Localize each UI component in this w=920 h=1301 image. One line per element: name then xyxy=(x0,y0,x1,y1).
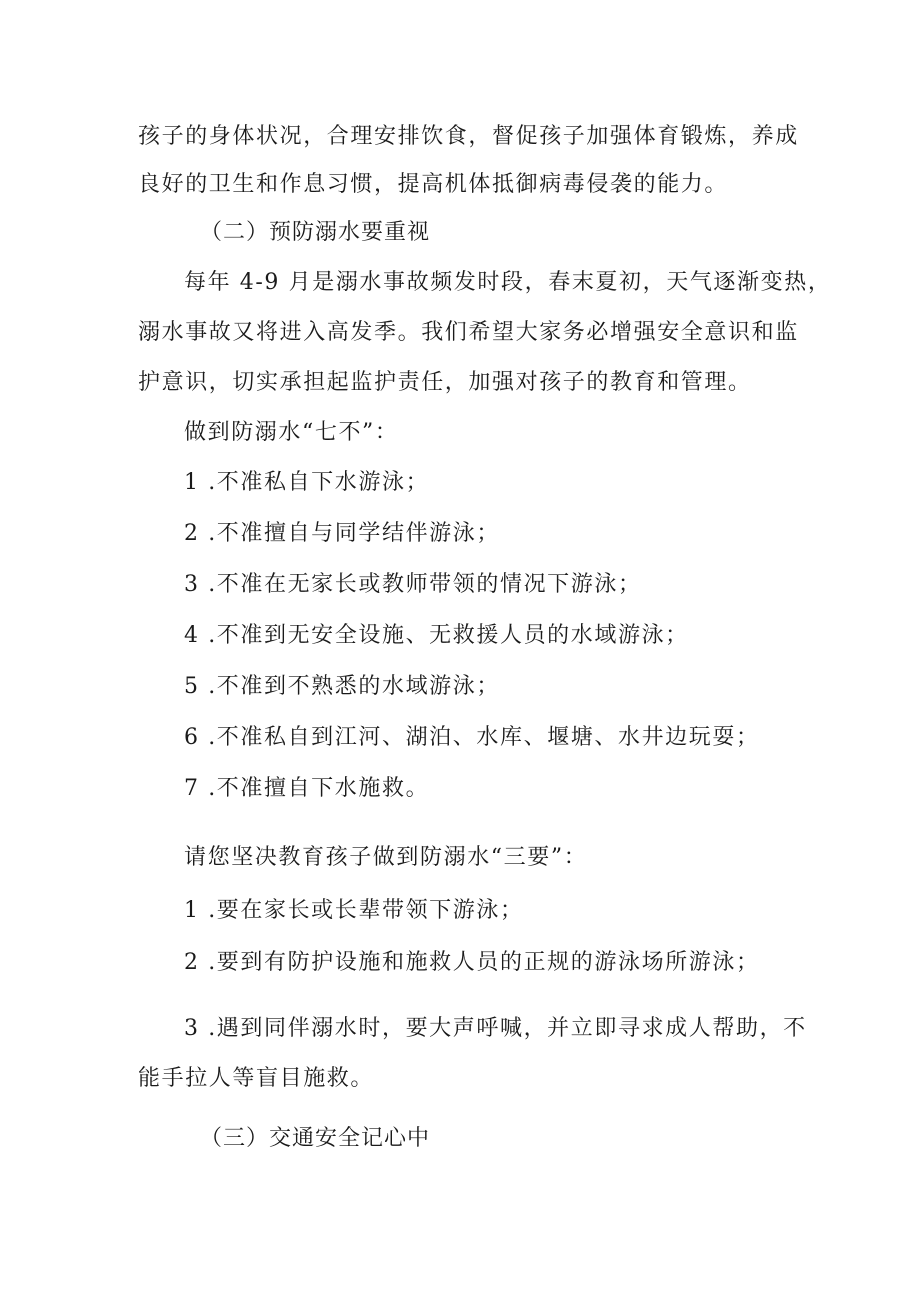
list-item-continuation: 能手拉人等盲目施救。 xyxy=(138,1066,375,1091)
list-intro: 请您坚决教育孩子做到防溺水“三要”： xyxy=(184,845,588,870)
list-item: 3 .遇到同伴溺水时，要大声呼喊，并立即寻求成人帮助，不 xyxy=(184,1016,807,1041)
list-item: 2 .要到有防护设施和施救人员的正规的游泳场所游泳； xyxy=(184,950,760,975)
list-item: 7 .不准擅自下水施救。 xyxy=(184,776,430,801)
list-item: 6 .不准私自到江河、湖泊、水库、堰塘、水井边玩耍； xyxy=(184,725,760,750)
paragraph-line: 孩子的身体状况，合理安排饮食，督促孩子加强体育锻炼，养成 xyxy=(138,124,799,149)
list-item: 3 .不准在无家长或教师带领的情况下游泳； xyxy=(184,572,642,597)
list-item: 1 .要在家长或长辈带领下游泳； xyxy=(184,898,524,923)
list-intro: 做到防溺水“七不”： xyxy=(184,420,399,445)
paragraph-line: 每年 4-9 月是溺水事故频发时段，春末夏初，天气逐渐变热， xyxy=(184,270,832,295)
section-heading: （三）交通安全记心中 xyxy=(200,1126,431,1151)
list-item: 1 .不准私自下水游泳； xyxy=(184,470,430,495)
list-item: 2 .不准擅自与同学结伴游泳； xyxy=(184,521,500,546)
paragraph-line: 护意识，切实承担起监护责任，加强对孩子的教育和管理。 xyxy=(138,370,752,395)
paragraph-line: 溺水事故又将进入高发季。我们希望大家务必增强安全意识和监 xyxy=(138,320,799,345)
paragraph-line: 良好的卫生和作息习惯，提高机体抵御病毒侵袭的能力。 xyxy=(138,172,729,197)
list-item: 4 .不准到无安全设施、无救援人员的水域游泳； xyxy=(184,623,689,648)
section-heading: （二）预防溺水要重视 xyxy=(200,220,431,245)
list-item: 5 .不准到不熟悉的水域游泳； xyxy=(184,674,500,699)
